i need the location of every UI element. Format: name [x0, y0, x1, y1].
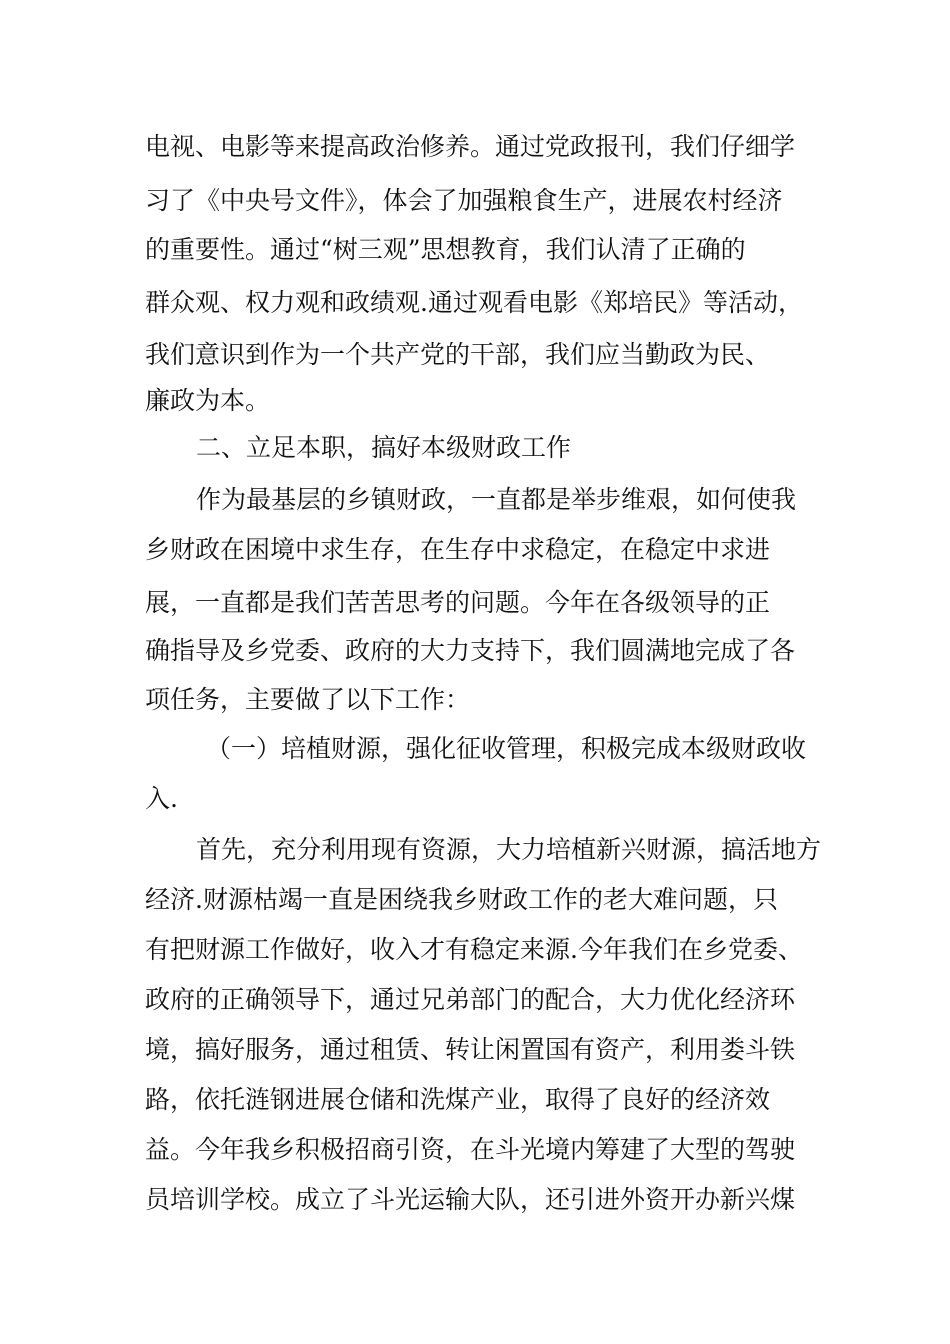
section-heading: 二、立足本职，搞好本级财政工作: [196, 433, 572, 462]
text-line: 路，依托涟钢进展仓储和洗煤产业，取得了良好的经济效: [145, 1085, 771, 1114]
text-line: 政府的正确领导下，通过兄弟部门的配合，大力优化经济环: [145, 985, 796, 1014]
text-line: 我们意识到作为一个共产党的干部，我们应当勤政为民、: [145, 340, 771, 369]
text-line: 有把财源工作做好，收入才有稳定来源.今年我们在乡党委、: [145, 935, 803, 964]
subsection-heading: （一）培植财源，强化征收管理，积极完成本级财政收: [206, 734, 807, 763]
text-line: 作为最基层的乡镇财政，一直都是举步维艰，如何使我: [196, 485, 797, 514]
text-line: 展，一直都是我们苦苦思考的问题。今年在各级领导的正: [145, 588, 771, 617]
text-line: 首先，充分利用现有资源，大力培植新兴财源，搞活地方: [196, 835, 822, 864]
text-line: 习了《中央号文件》，体会了加强粮食生产，进展农村经济: [145, 186, 783, 215]
text-line: 境，搞好服务，通过租赁、转让闲置国有资产，利用娄斗铁: [145, 1035, 796, 1064]
text-line: 乡财政在困境中求生存，在生存中求稳定，在稳定中求进: [145, 535, 771, 564]
text-line: 项任务，主要做了以下工作：: [145, 685, 471, 714]
text-line: 确指导及乡党委、政府的大力支持下，我们圆满地完成了各: [145, 636, 796, 665]
text-line: 益。今年我乡积极招商引资，在斗光境内筹建了大型的驾驶: [145, 1135, 796, 1164]
text-line: 经济.财源枯竭一直是困绕我乡财政工作的老大难问题，只: [145, 885, 778, 914]
text-line: 廉政为本。: [145, 386, 271, 415]
text-line: 入.: [145, 784, 178, 813]
text-line: 群众观、权力观和政绩观.通过观看电影《郑培民》等活动，: [145, 288, 803, 317]
text-line: 电视、电影等来提高政治修养。通过党政报刊，我们仔细学: [145, 132, 796, 161]
text-line: 员培训学校。成立了斗光运输大队，还引进外资开办新兴煤: [145, 1185, 796, 1214]
text-line: 的重要性。通过“树三观”思想教育，我们认清了正确的: [145, 235, 746, 264]
